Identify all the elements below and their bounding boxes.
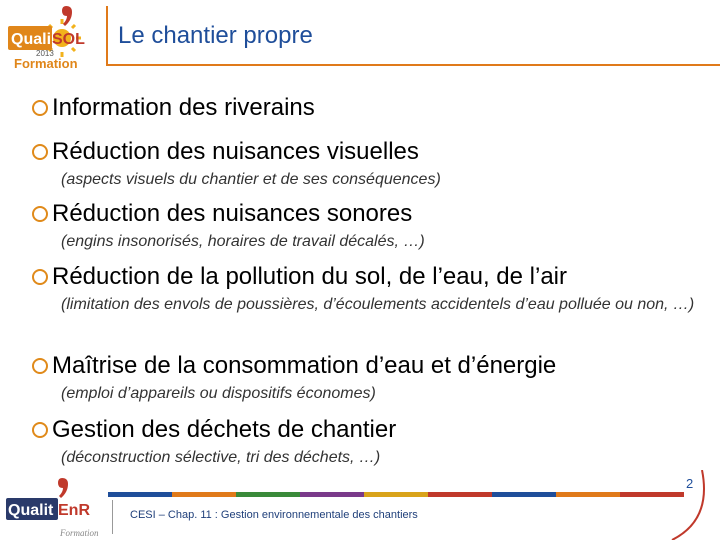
- list-item: [32, 351, 701, 405]
- logo-text-a: Quali: [11, 31, 52, 48]
- bullet-ring-icon: [32, 422, 48, 438]
- list-item: [32, 93, 315, 123]
- footer-bar-segment: [364, 492, 428, 497]
- bullet-detail: (engins insonorisés, horaires de travail décalés, …): [61, 233, 425, 250]
- footer-color-bar: [108, 492, 684, 497]
- bullet-heading: Réduction des nuisances visuelles: [52, 138, 419, 165]
- footer-logo-sub: Formation: [60, 528, 99, 538]
- bullet-ring-icon: [32, 100, 48, 116]
- bullet-ring-icon: [32, 144, 48, 160]
- footer-divider: [112, 500, 113, 534]
- footer-text: CESI – Chap. 11 : Gestion environnementale des chantiers: [130, 509, 418, 521]
- footer-logo-text-a: Qualit: [8, 502, 54, 519]
- bullet-ring-icon: [32, 269, 48, 285]
- bullet-detail: (déconstruction sélective, tri des déchets, …): [61, 449, 381, 466]
- qualisol-formation-logo: [6, 4, 106, 70]
- header-divider-vertical: [106, 6, 108, 66]
- bullet-heading: Information des riverains: [52, 94, 315, 121]
- list-item: [32, 137, 701, 191]
- bullet-heading: Maîtrise de la consommation d’eau et d’énergie: [52, 352, 557, 379]
- page-title: Le chantier propre: [118, 22, 313, 49]
- logo-text-b: SOL: [52, 31, 85, 48]
- bullet-heading: Réduction de la pollution du sol, de l’eau, de l’air: [52, 263, 568, 290]
- bullet-heading: Gestion des déchets de chantier: [52, 416, 397, 443]
- logo-year: 2013: [36, 49, 54, 58]
- footer-bar-segment: [300, 492, 364, 497]
- footer-bar-segment: [108, 492, 172, 497]
- bullet-detail: (limitation des envols de poussières, d’écoulements accidentels d’eau polluée ou non, …): [61, 296, 695, 313]
- list-item: [32, 262, 701, 316]
- footer-bar-segment: [236, 492, 300, 497]
- list-item: [32, 199, 701, 253]
- footer-logo-text-b: EnR: [58, 502, 90, 519]
- bullet-heading: Réduction des nuisances sonores: [52, 200, 413, 227]
- bullet-detail: (emploi d’appareils ou dispositifs économes): [61, 385, 376, 402]
- logo-sub: Formation: [14, 56, 78, 70]
- qualitenr-formation-logo: [4, 478, 104, 538]
- header-divider: [106, 64, 720, 66]
- list-item: [32, 415, 701, 469]
- page-number: 2: [686, 476, 694, 491]
- footer-bar-segment: [556, 492, 620, 497]
- bullet-detail: (aspects visuels du chantier et de ses conséquences): [61, 171, 441, 188]
- footer-bar-segment: [172, 492, 236, 497]
- footer-bar-segment: [492, 492, 556, 497]
- footer-bar-segment: [428, 492, 492, 497]
- bullet-ring-icon: [32, 358, 48, 374]
- bullet-ring-icon: [32, 206, 48, 222]
